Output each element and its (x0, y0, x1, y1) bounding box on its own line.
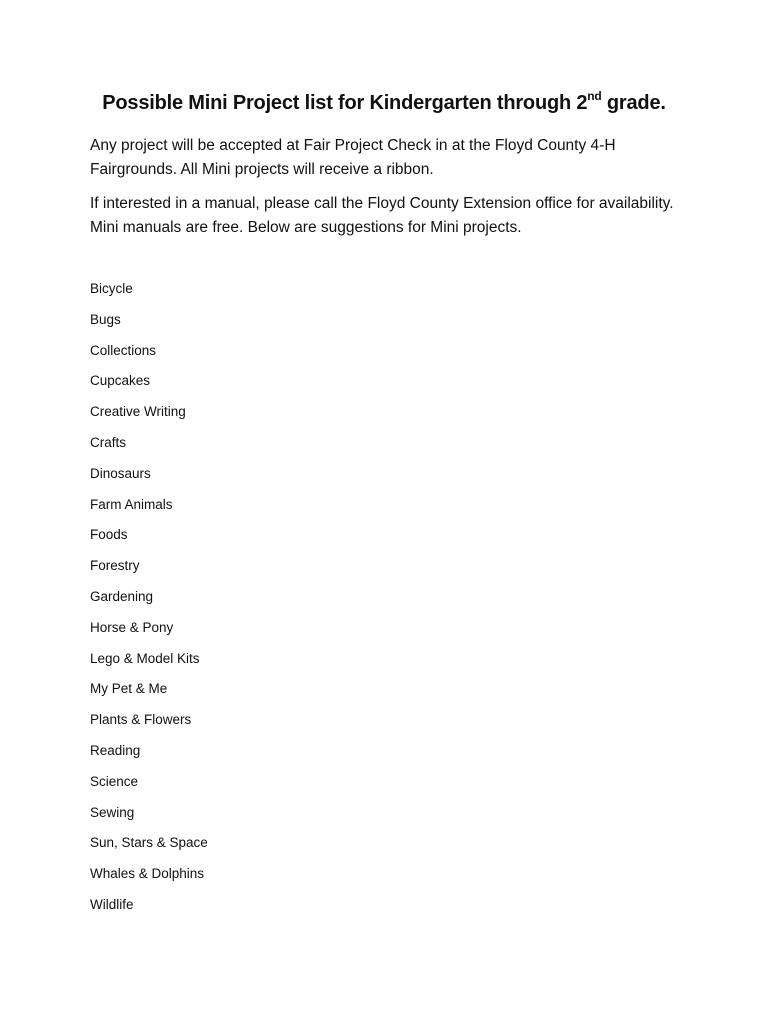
page-title (0, 89, 768, 115)
list-item: Crafts (90, 434, 127, 450)
list-item: Foods (90, 527, 128, 543)
list-item: Dinosaurs (90, 465, 151, 481)
title-main: Possible Mini Project list for Kindergarten through 2 (102, 92, 588, 114)
list-item: Gardening (90, 588, 154, 604)
project-list (90, 280, 208, 927)
list-item: Wildlife (90, 896, 134, 912)
list-item: Horse & Pony (90, 619, 174, 635)
list-item: Bicycle (90, 281, 133, 296)
list-item: Collections (90, 342, 157, 358)
intro-paragraph: Any project will be accepted at Fair Project Check in at the Floyd County 4-H Fairgrounds. All Mini projects will receive a ribbon. (90, 137, 616, 178)
manual-paragraph: If interested in a manual, please call the Floyd County Extension office for availability. Mini manuals are free. Below are suggestions for Mini projects. (90, 195, 674, 236)
list-item: Bugs (90, 311, 121, 327)
list-item: Whales & Dolphins (90, 866, 205, 882)
list-item: Forestry (90, 558, 140, 574)
title-end: grade. (601, 92, 666, 114)
list-item: Science (90, 773, 139, 789)
list-item: My Pet & Me (90, 681, 168, 697)
list-item: Farm Animals (90, 496, 173, 512)
list-item: Lego & Model Kits (90, 650, 200, 666)
list-item: Plants & Flowers (90, 712, 192, 728)
list-item: Creative Writing (90, 404, 186, 420)
list-item: Reading (90, 742, 141, 758)
list-item: Sewing (90, 804, 135, 820)
title-superscript: nd (587, 89, 602, 103)
list-item: Cupcakes (90, 373, 151, 389)
list-item: Sun, Stars & Space (90, 835, 208, 851)
